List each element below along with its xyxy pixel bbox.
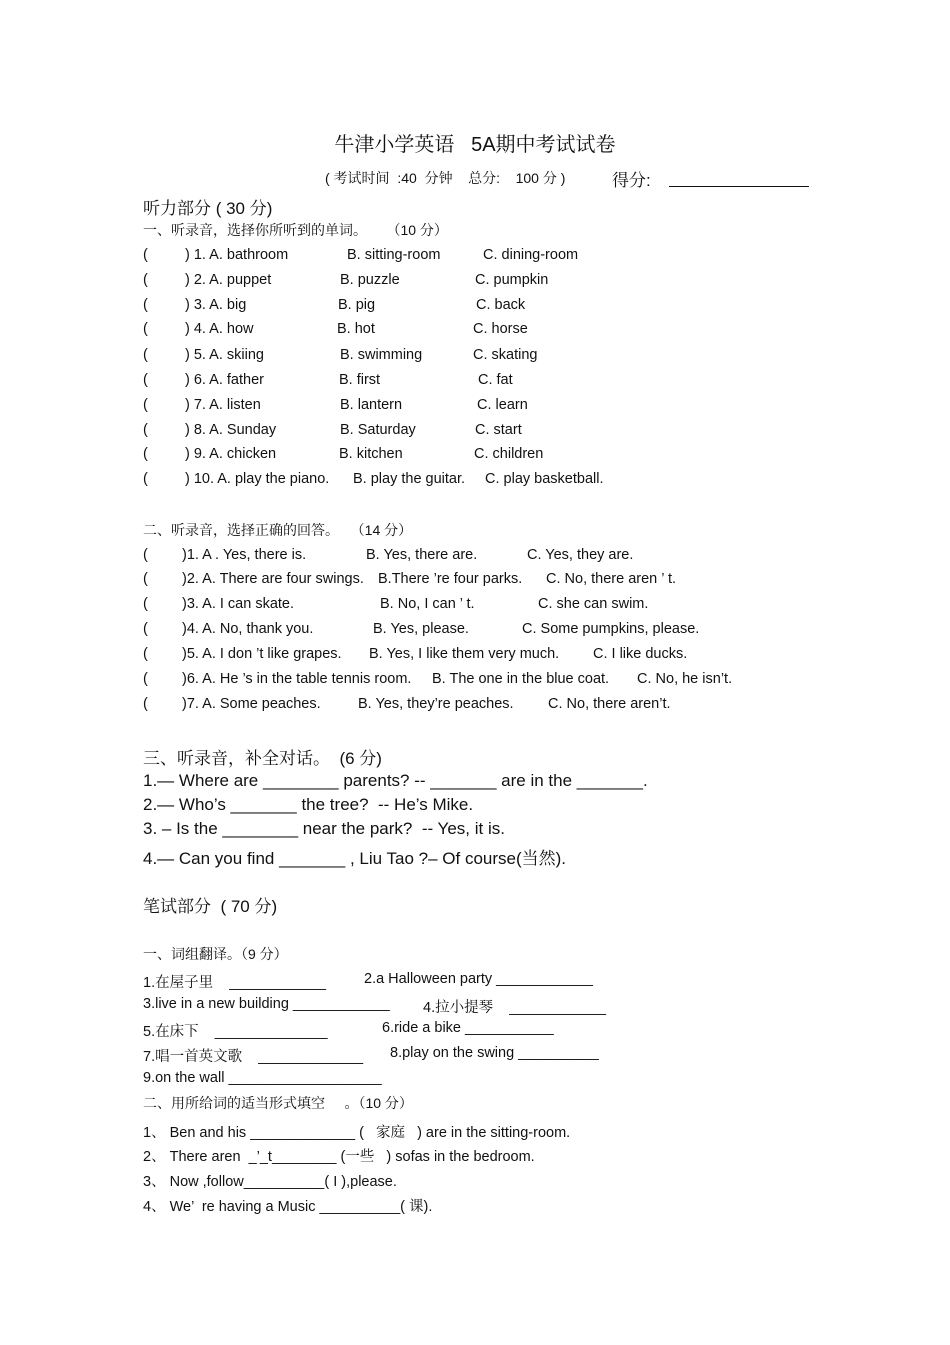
option-a: )5. A. I don ’t like grapes. bbox=[182, 646, 342, 662]
exam-subtitle: ( 考试时间 :40 分钟 总分: 100 分 ) bbox=[325, 170, 566, 186]
option-c: C. No, there aren ’ t. bbox=[546, 571, 677, 587]
option-b: B. The one in the blue coat. bbox=[432, 671, 610, 687]
option-a: ) 8. A. Sunday bbox=[185, 422, 277, 438]
option-c: C. dining-room bbox=[483, 247, 579, 263]
answer-paren[interactable]: ( bbox=[143, 571, 148, 587]
translation-item-2[interactable]: 2.a Halloween party ____________ bbox=[364, 971, 593, 987]
listening-heading: 听力部分 ( 30 分) bbox=[143, 199, 273, 218]
option-b: B. No, I can ’ t. bbox=[380, 596, 475, 612]
option-a: ) 3. A. big bbox=[185, 297, 247, 313]
option-a: ) 10. A. play the piano. bbox=[185, 471, 330, 487]
option-c: C. she can swim. bbox=[538, 596, 649, 612]
option-a: )2. A. There are four swings. bbox=[182, 571, 364, 587]
score-label: 得分: bbox=[612, 171, 651, 190]
answer-paren[interactable]: ( bbox=[143, 272, 148, 288]
answer-paren[interactable]: ( bbox=[143, 397, 148, 413]
option-b: B. first bbox=[339, 372, 381, 388]
answer-paren[interactable]: ( bbox=[143, 446, 148, 462]
option-c: C. start bbox=[475, 422, 522, 438]
option-c: C. Some pumpkins, please. bbox=[522, 621, 700, 637]
answer-paren[interactable]: ( bbox=[143, 696, 148, 712]
option-c: C. play basketball. bbox=[485, 471, 604, 487]
dialogue-line-2[interactable]: 2.— Who’s _______ the tree? -- He’s Mike. bbox=[143, 795, 474, 814]
answer-paren[interactable]: ( bbox=[143, 321, 148, 337]
answer-paren[interactable]: ( bbox=[143, 247, 148, 263]
option-b: B. kitchen bbox=[339, 446, 403, 462]
option-a: ) 6. A. father bbox=[185, 372, 264, 388]
dialogue-line-3[interactable]: 3. – Is the ________ near the park? -- Yes, it is. bbox=[143, 819, 505, 838]
option-a: ) 2. A. puppet bbox=[185, 272, 272, 288]
option-c: C. learn bbox=[477, 397, 528, 413]
fill-item-1[interactable]: 1、 Ben and his _____________ ( 家庭 ) are in the sitting-room. bbox=[143, 1125, 571, 1141]
option-a: ) 1. A. bathroom bbox=[185, 247, 289, 263]
option-b: B. Yes, they’re peaches. bbox=[358, 696, 514, 712]
exam-title: 牛津小学英语 5A期中考试试卷 bbox=[334, 134, 616, 156]
option-a: )3. A. I can skate. bbox=[182, 596, 295, 612]
fill-item-3[interactable]: 3、 Now ,follow__________( I ),please. bbox=[143, 1174, 397, 1190]
option-a: )1. A . Yes, there is. bbox=[182, 547, 307, 563]
translation-item-1[interactable]: 1.在屋子里 ____________ bbox=[143, 975, 326, 991]
option-a: )4. A. No, thank you. bbox=[182, 621, 314, 637]
option-c: C. No, he isn’t. bbox=[637, 671, 733, 687]
answer-paren[interactable]: ( bbox=[143, 471, 148, 487]
fill-item-4[interactable]: 4、 We’ re having a Music __________( 课). bbox=[143, 1199, 433, 1215]
answer-paren[interactable]: ( bbox=[143, 372, 148, 388]
option-a: ) 5. A. skiing bbox=[185, 347, 264, 363]
option-c: C. fat bbox=[478, 372, 513, 388]
dialogue-line-1[interactable]: 1.— Where are ________ parents? -- _______ are in the _______. bbox=[143, 771, 648, 790]
option-a: )6. A. He ’s in the table tennis room. bbox=[182, 671, 412, 687]
written-heading: 笔试部分 ( 70 分) bbox=[143, 897, 278, 916]
listening-part2-heading: 二、听录音，选择正确的回答。 （14 分） bbox=[143, 522, 413, 538]
option-b: B. Yes, there are. bbox=[366, 547, 478, 563]
option-b: B. lantern bbox=[340, 397, 403, 413]
option-b: B.There ’re four parks. bbox=[378, 571, 523, 587]
option-b: B. play the guitar. bbox=[353, 471, 466, 487]
translation-item-7[interactable]: 7.唱一首英文歌 _____________ bbox=[143, 1049, 364, 1065]
translation-item-5[interactable]: 5.在床下 ______________ bbox=[143, 1024, 328, 1040]
translation-item-6[interactable]: 6.ride a bike ___________ bbox=[382, 1020, 554, 1036]
translation-item-8[interactable]: 8.play on the swing __________ bbox=[390, 1045, 599, 1061]
answer-paren[interactable]: ( bbox=[143, 422, 148, 438]
translation-item-4[interactable]: 4.拉小提琴 ____________ bbox=[423, 1000, 606, 1016]
score-blank[interactable] bbox=[669, 186, 809, 187]
answer-paren[interactable]: ( bbox=[143, 646, 148, 662]
option-a: ) 7. A. listen bbox=[185, 397, 261, 413]
translation-item-9[interactable]: 9.on the wall ___________________ bbox=[143, 1070, 382, 1086]
option-c: C. pumpkin bbox=[475, 272, 549, 288]
option-c: C. skating bbox=[473, 347, 538, 363]
option-b: B. Yes, I like them very much. bbox=[369, 646, 560, 662]
answer-paren[interactable]: ( bbox=[143, 347, 148, 363]
option-b: B. hot bbox=[337, 321, 375, 337]
option-c: C. children bbox=[474, 446, 544, 462]
option-b: B. puzzle bbox=[340, 272, 400, 288]
answer-paren[interactable]: ( bbox=[143, 297, 148, 313]
option-a: ) 4. A. how bbox=[185, 321, 254, 337]
option-c: C. Yes, they are. bbox=[527, 547, 634, 563]
option-c: C. back bbox=[476, 297, 526, 313]
listening-part1-heading: 一、听录音，选择你所听到的单词。 （10 分） bbox=[143, 222, 448, 238]
fill-item-2[interactable]: 2、 There aren _’_t________ (一些 ) sofas in the bedroom. bbox=[143, 1149, 535, 1165]
dialogue-line-4[interactable]: 4.— Can you find _______ , Liu Tao ?– Of course(当然). bbox=[143, 849, 567, 868]
answer-paren[interactable]: ( bbox=[143, 596, 148, 612]
option-b: B. Yes, please. bbox=[373, 621, 469, 637]
option-b: B. Saturday bbox=[340, 422, 416, 438]
option-b: B. sitting-room bbox=[347, 247, 441, 263]
option-c: C. No, there aren’t. bbox=[548, 696, 671, 712]
answer-paren[interactable]: ( bbox=[143, 671, 148, 687]
option-c: C. I like ducks. bbox=[593, 646, 688, 662]
option-a: )7. A. Some peaches. bbox=[182, 696, 321, 712]
translation-item-3[interactable]: 3.live in a new building ____________ bbox=[143, 996, 390, 1012]
written-part2-heading: 二、用所给词的适当形式填空 。（10 分） bbox=[143, 1095, 413, 1111]
listening-part3-heading: 三、听录音，补全对话。 (6 分) bbox=[143, 749, 382, 768]
answer-paren[interactable]: ( bbox=[143, 547, 148, 563]
written-part1-heading: 一、词组翻译。（9 分） bbox=[143, 946, 288, 962]
option-c: C. horse bbox=[473, 321, 528, 337]
answer-paren[interactable]: ( bbox=[143, 621, 148, 637]
option-b: B. pig bbox=[338, 297, 376, 313]
option-b: B. swimming bbox=[340, 347, 423, 363]
option-a: ) 9. A. chicken bbox=[185, 446, 277, 462]
